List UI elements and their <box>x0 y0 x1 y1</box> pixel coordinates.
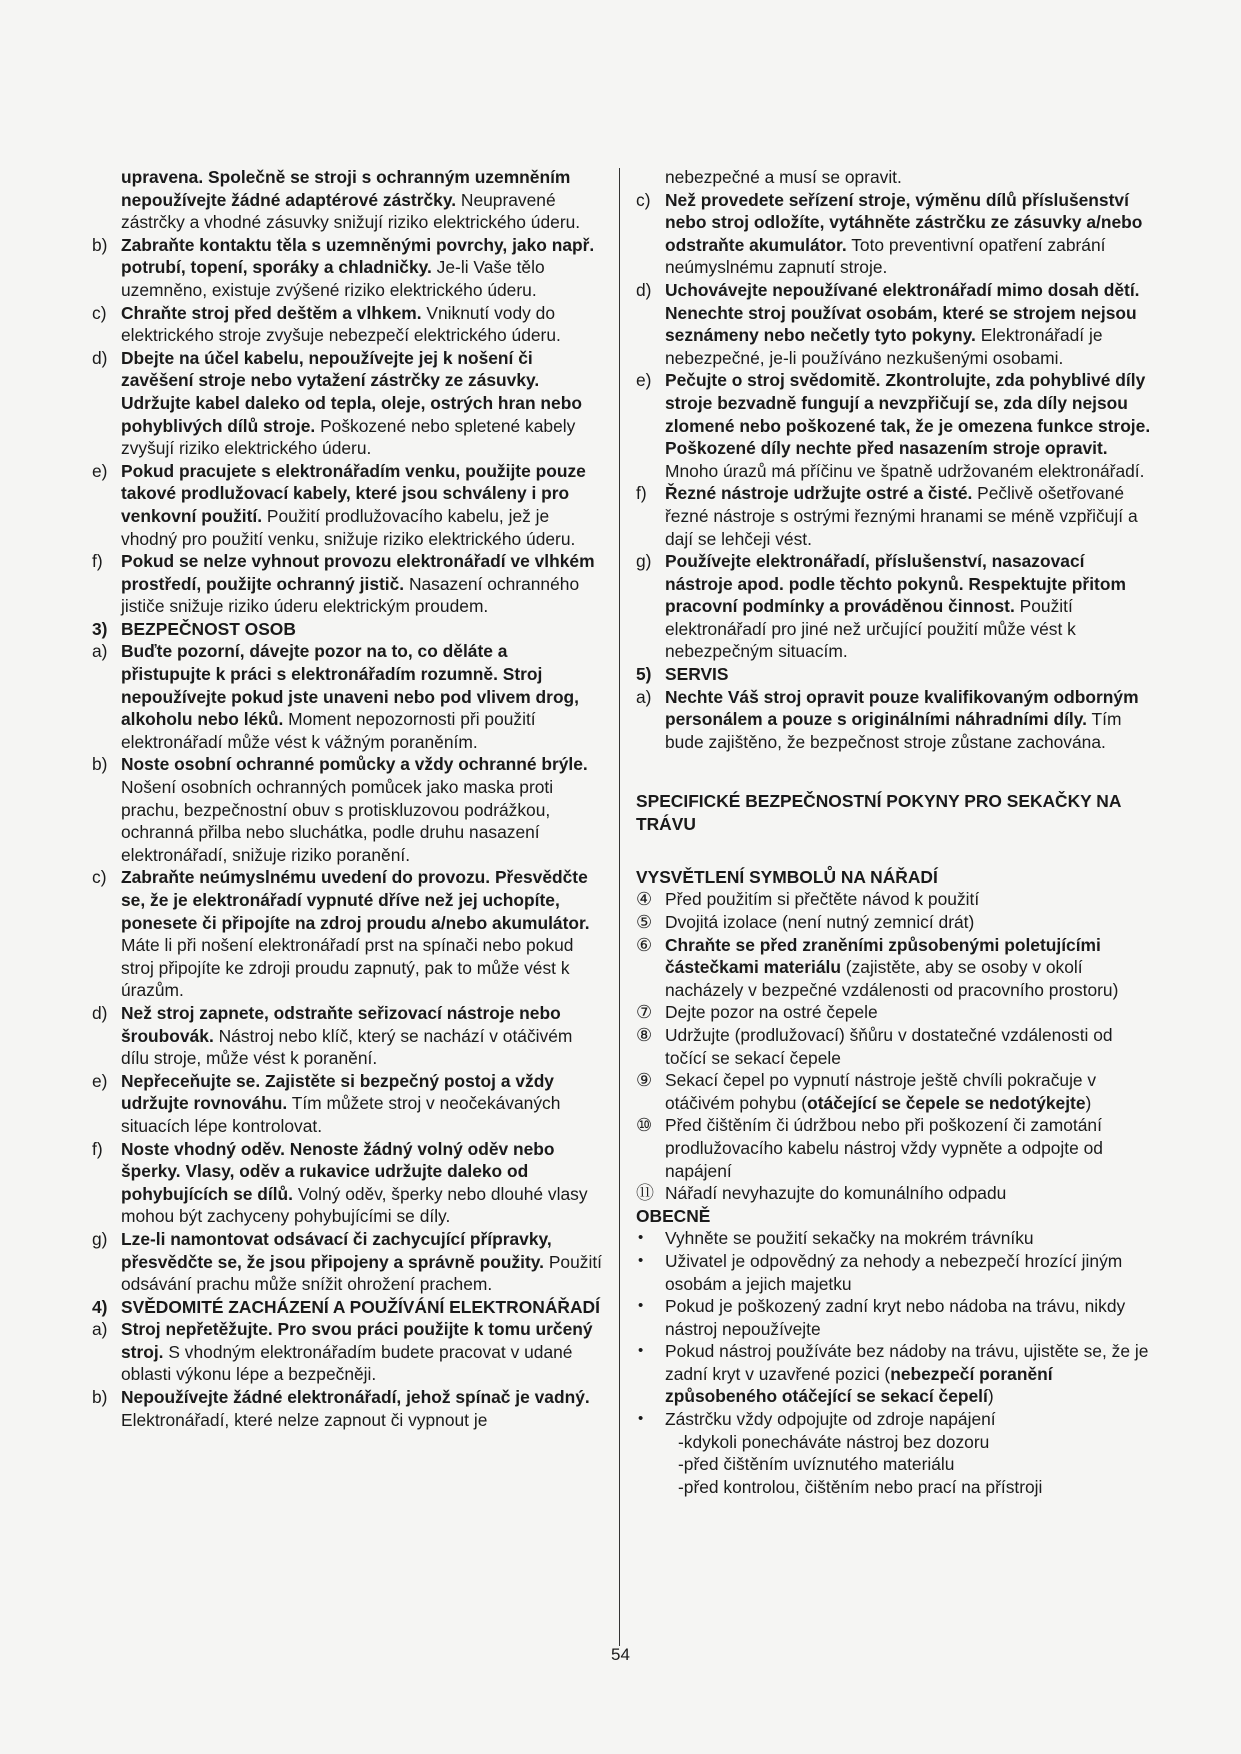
symbol-7: ⑦ Dejte pozor na ostré čepele <box>636 1002 878 1023</box>
paragraph-2a-continued: upravena. Společně se stroji s ochranným uzemněním nepoužívejte žádné adaptérové zástrčky. Neupravené zástrčky a vhodné zásuvky snižují riziko elektrického úderu. <box>121 167 581 233</box>
symbols-heading: VYSVĚTLENÍ SYMBOLŮ NA NÁŘADÍ <box>636 866 938 887</box>
sub-item: -před čištěním uvíznutého materiálu <box>678 1454 955 1475</box>
item-3b: b) Noste osobní ochranné pomůcky a vždy ochranné brýle. Nošení osobních ochranných pomůcek jako maska proti prachu, bezpečnostní obuv s protiskluzovou podrážkou, ochranná přilba nebo sluchátka, podle druhu nasazení elektronářadí, snižuje riziko poranění. <box>92 754 588 865</box>
item-3a: a) Buďte pozorní, dávejte pozor na to, co děláte a přistupujte k práci s elektronářadím rozumně. Stroj nepoužívejte pokud jste unaveni nebo pod vlivem drog, alkoholu nebo léků. Moment nepozornosti při použití elektronářadí může vést k vážným poraněním. <box>92 641 580 752</box>
section-heading-4: 4) SVĚDOMITÉ ZACHÁZENÍ A POUŽÍVÁNÍ ELEKTRONÁŘADÍ <box>92 1296 600 1317</box>
item-5a: a) Nechte Váš stroj opravit pouze kvalifikovaným odborným personálem a pouze s originálními náhradními díly. Tím bude zajištěno, že bezpečnost stroje zůstane zachována. <box>636 686 1139 752</box>
blade-rotation-icon: ⑨ <box>636 1070 653 1091</box>
item-4b-continued: nebezpečné a musí se opravit. <box>665 167 902 187</box>
item-4d: d) Uchovávejte nepoužívané elektronářadí mimo dosah dětí. Nenechte stroj používat osobám, které se strojem nejsou seznámeny nebo nečetly tyto pokyny. Elektronářadí je nebezpečné, je-li používáno nezkušenými osobami. <box>636 279 1140 368</box>
bullet-item: • Pokud nástroj používáte bez nádoby na trávu, ujistěte se, že je zadní kryt v uzavřené pozici (nebezpečí poranění způsobeného otáčející se sekací čepelí) <box>638 1341 1149 1407</box>
item-4c: c) Než provedete seřízení stroje, výměnu dílů příslušenství nebo stroj odložíte, vytáhněte zástrčku ze zásuvky a/nebo odstraňte akumulátor. Toto preventivní opatření zabrání neúmyslnému zapnutí stroje. <box>636 189 1143 278</box>
cord-distance-icon: ⑧ <box>636 1024 653 1045</box>
section-heading-3: 3) BEZPEČNOST OSOB <box>92 618 296 639</box>
bullet-item: • Pokud je poškozený zadní kryt nebo nádoba na trávu, nikdy nástroj nepoužívejte <box>638 1296 1126 1339</box>
symbol-8: ⑧ Udržujte (prodlužovací) šňůru v dostatečné vzdálenosti od točící se sekací čepele <box>636 1024 1113 1068</box>
left-column <box>92 166 602 1431</box>
no-waste-bin-icon: ⑪ <box>636 1183 654 1204</box>
item-2f: f) Pokud se nelze vyhnout provozu elektronářadí ve vlhkém prostředí, použijte ochranný jistič. Nasazení ochranného jističe snižuje riziko úderu elektrickým proudem. <box>92 551 595 617</box>
bullet-item: • Uživatel je odpovědný za nehody a nebezpečí hrozící jiným osobám a jejich majetku <box>638 1250 1123 1294</box>
unplug-icon: ⑩ <box>636 1115 653 1136</box>
symbol-9: ⑨ Sekací čepel po vypnutí nástroje ještě chvíli pokračuje v otáčivém pohybu (otáčející se čepele se nedotýkejte) <box>636 1070 1097 1113</box>
column-divider <box>619 168 620 1646</box>
item-3g: g) Lze-li namontovat odsávací či zachycující přípravky, přesvědčte se, že jsou připojeny a správně použity. Použití odsávání prachu může snížit ohrožení prachem. <box>92 1228 602 1295</box>
item-2b: b) Zabraňte kontaktu těla s uzemněnými povrchy, jako např. potrubí, topení, sporáky a chladničky. Je-li Vaše tělo uzemněno, existuje zvýšené riziko elektrického úderu. <box>92 234 595 300</box>
page-number: 54 <box>611 1645 630 1664</box>
section-heading-5: 5) SERVIS <box>636 664 729 685</box>
read-manual-icon: ④ <box>636 889 653 910</box>
item-3d: d) Než stroj zapnete, odstraňte seřizovací nástroje nebo šroubovák. Nástroj nebo klíč, který se nachází v otáčivém dílu stroje, může vést k poranění. <box>92 1002 573 1069</box>
double-insulation-icon: ⑤ <box>636 912 653 932</box>
general-heading: OBECNĚ <box>636 1205 711 1226</box>
item-4a: a) Stroj nepřetěžujte. Pro svou práci použijte k tomu určený stroj. S vhodným elektronářadím budete pracovat v udané oblasti výkonu lépe a bezpečněji. <box>92 1319 593 1385</box>
item-2e: e) Pokud pracujete s elektronářadím venku, použijte pouze takové prodlužovací kabely, které jsou schváleny i pro venkovní použití. Použití prodlužovacího kabelu, jež je vhodný pro použití venku, snižuje riziko elektrického úderu. <box>92 460 586 549</box>
symbol-4: ④ Před použitím si přečtěte návod k použití <box>636 889 980 910</box>
symbol-11: ⑪ Nářadí nevyhazujte do komunálního odpadu <box>636 1183 1007 1204</box>
flying-debris-icon: ⑥ <box>636 934 653 955</box>
item-2c: c) Chraňte stroj před deštěm a vlhkem. Vniknutí vody do elektrického stroje zvyšuje nebezpečí elektrického úderu. <box>92 302 561 346</box>
item-4e: e) Pečujte o stroj svědomitě. Zkontrolujte, zda pohyblivé díly stroje bezvadně fungují a nevzpřičují se, zda díly nejsou zlomené nebo poškozené tak, že je omezena funkce stroje. Poškozené díly nechte před nasazením stroje opravit. Mnoho úrazů má příčinu ve špatně udržovaném elektronářadí. <box>636 370 1151 481</box>
item-2d: d) Dbejte na účel kabelu, nepoužívejte jej k nošení či zavěšení stroje nebo vytažení zástrčky ze zásuvky. Udržujte kabel daleko od tepla, oleje, ostrých hran nebo pohyblivých dílů stroje. Poškozené nebo spletené kabely zvyšují riziko elektrického úderu. <box>92 347 582 459</box>
symbol-5: ⑤ Dvojitá izolace (není nutný zemnicí drát) <box>636 912 975 932</box>
item-4b: b) Nepoužívejte žádné elektronářadí, jehož spínač je vadný. Elektronářadí, které nelze zapnout či vypnout je <box>92 1387 590 1430</box>
sharp-blade-icon: ⑦ <box>636 1002 653 1023</box>
item-3f: f) Noste vhodný oděv. Nenoste žádný volný oděv nebo šperky. Vlasy, oděv a rukavice udržujte daleko od pohybujících se dílů. Volný oděv, šperky nebo dlouhé vlasy mohou být zachyceny pohybujícími se díly. <box>92 1138 588 1227</box>
item-3e: e) Nepřeceňujte se. Zajistěte si bezpečný postoj a vždy udržujte rovnováhu. Tím můžete stroj v neočekávaných situacích lépe kontrolovat. <box>92 1070 561 1136</box>
symbol-6: ⑥ Chraňte se před zraněními způsobenými poletujícími částečkami materiálu (zajistěte, aby se osoby v okolí nacházely v bezpečné vzdálenosti od pracovního prostoru) <box>636 934 1119 1000</box>
right-column <box>636 166 1152 1498</box>
bullet-item: • Zástrčku vždy odpojujte od zdroje napájení <box>638 1409 996 1430</box>
symbol-10: ⑩ Před čištěním či údržbou nebo při poškození či zamotání prodlužovacího kabelu nástroj vždy vypněte a odpojte od napájení <box>636 1115 1103 1181</box>
sub-item: -kdykoli ponecháváte nástroj bez dozoru <box>678 1431 990 1452</box>
specific-safety-heading: SPECIFICKÉ BEZPEČNOSTNÍ POKYNY PRO SEKAČKY NA TRÁVU <box>636 791 1121 834</box>
bullet-item: • Vyhněte se použití sekačky na mokrém trávníku <box>638 1228 1034 1249</box>
sub-item: -před kontrolou, čištěním nebo prací na přístroji <box>678 1476 1043 1497</box>
item-4f: f) Řezné nástroje udržujte ostré a čisté. Pečlivě ošetřované řezné nástroje s ostrými řeznými hranami se méně vzpřičují a dají se lehčeji vést. <box>636 483 1138 549</box>
item-3c: c) Zabraňte neúmyslnému uvedení do provozu. Přesvědčte se, že je elektronářadí vypnuté dříve než jej uchopíte, ponesete či připojíte na zdroj proudu a/nebo akumulátor. Máte li při nošení elektronářadí prst na spínači nebo pokud stroj připojíte ke zdroji proudu zapnutý, pak to může vést k úrazům. <box>92 867 590 1001</box>
item-4g: g) Používejte elektronářadí, příslušenství, nasazovací nástroje apod. podle těchto pokynů. Respektujte přitom pracovní podmínky a prováděnou činnost. Použití elektronářadí pro jiné než určující použití může vést k nebezpečným situacím. <box>636 551 1126 662</box>
